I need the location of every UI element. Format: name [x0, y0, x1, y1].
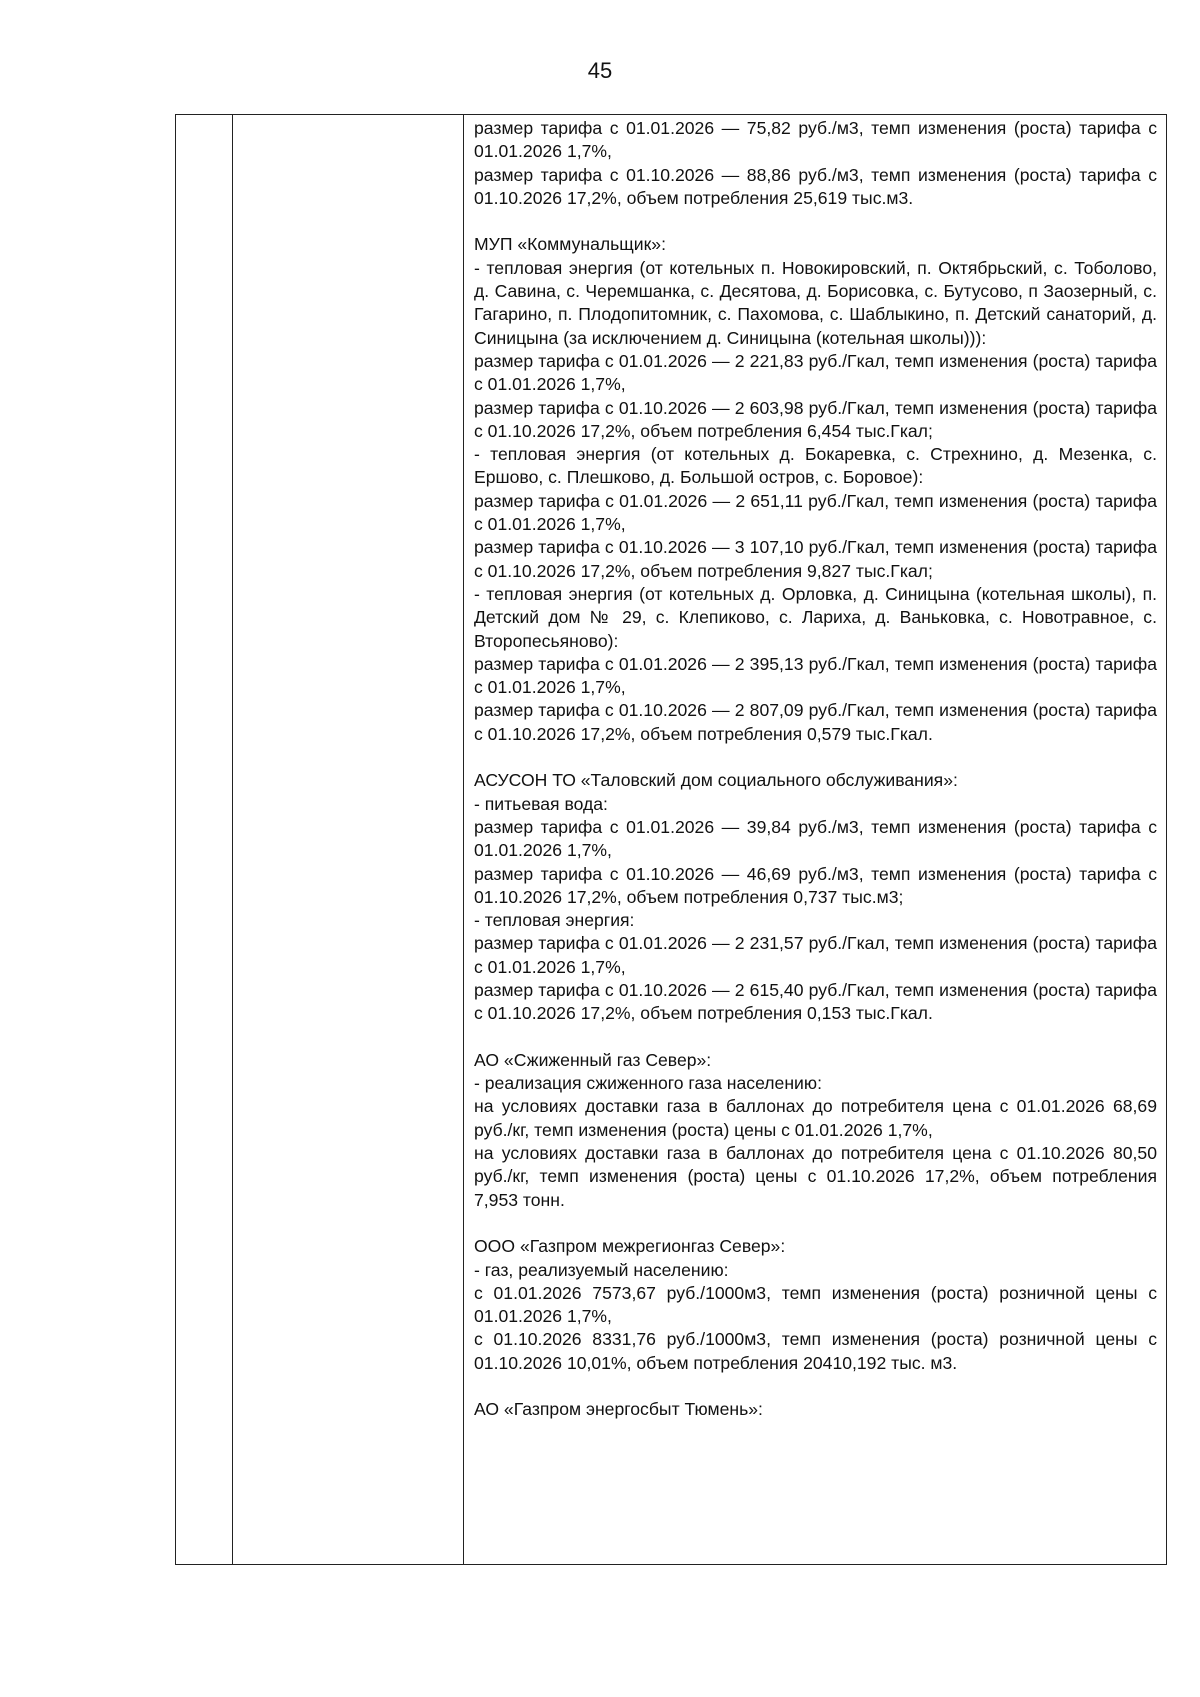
organization-heading: ООО «Газпром межрегионгаз Север»: [474, 1236, 786, 1257]
tariff-line: - питьевая вода: [474, 793, 608, 814]
tariff-block-gazprom-mezhregiongaz [474, 1235, 1157, 1375]
tariff-block-asuson [474, 769, 1157, 1025]
tariff-line: размер тарифа с 01.10.2026 — 88,86 руб./м3, темп изменения (роста) тарифа с 01.10.2026 17,2%, объем потребления 25,619 тыс.м3. [474, 164, 1157, 208]
column-divider-1 [232, 115, 233, 1564]
tariff-line: - тепловая энергия (от котельных д. Орловка, д. Синицына (котельная школы), п. Детский дом № 29, с. Клепиково, с. Лариха, д. Ваньковка, с. Новотравное, с. Второпесьяново): [474, 583, 1157, 651]
column-divider-2 [463, 115, 464, 1564]
tariff-line: - газ, реализуемый населению: [474, 1259, 729, 1280]
tariff-block-kommunalshchik [474, 233, 1157, 746]
tariff-line: размер тарифа с 01.10.2026 — 2 615,40 руб./Гкал, темп изменения (роста) тарифа с 01.10.2026 17,2%, объем потребления 0,153 тыс.Гкал. [474, 979, 1157, 1024]
tariff-block-liquefied-gas [474, 1049, 1157, 1212]
organization-heading: АО «Газпром энергосбыт Тюмень»: [474, 1399, 763, 1420]
tariff-block-gazprom-energosbyt [474, 1398, 1157, 1421]
tariff-line: размер тарифа с 01.01.2026 — 39,84 руб./м3, темп изменения (роста) тарифа с 01.01.2026 1,7%, [474, 816, 1157, 861]
organization-heading: МУП «Коммунальщик»: [474, 234, 666, 255]
tariff-line: размер тарифа с 01.10.2026 — 2 603,98 руб./Гкал, темп изменения (роста) тарифа с 01.10.2026 17,2%, объем потребления 6,454 тыс.Гкал; [474, 397, 1157, 441]
tariff-line: - тепловая энергия: [474, 910, 635, 931]
tariff-line: с 01.01.2026 7573,67 руб./1000м3, темп изменения (роста) розничной цены с 01.01.2026 1,7%, [474, 1282, 1157, 1327]
tariff-line: с 01.10.2026 8331,76 руб./1000м3, темп изменения (роста) розничной цены с 01.10.2026 10,01%, объем потребления 20410,192 тыс. м3. [474, 1329, 1157, 1373]
tariff-block-continuation [474, 117, 1157, 210]
tariff-line: - тепловая энергия (от котельных п. Новокировский, п. Октябрьский, с. Тоболово, д. Савина, с. Черемшанка, с. Десятова, д. Борисовка, с. Бутусово, п Заозерный, с. Гагарино, п. Плодопитомник, с. Пахомова, с. Шаблыкино, п. Детский санаторий, д. Синицына (за исключением д. Синицына (котельная школы))): [474, 257, 1157, 348]
tariff-line: размер тарифа с 01.10.2026 — 3 107,10 руб./Гкал, темп изменения (роста) тарифа с 01.10.2026 17,2%, объем потребления 9,827 тыс.Гкал; [474, 537, 1157, 581]
tariff-line: - реализация сжиженного газа населению: [474, 1073, 822, 1094]
tariff-line: размер тарифа с 01.10.2026 — 2 807,09 руб./Гкал, темп изменения (роста) тарифа с 01.10.2026 17,2%, объем потребления 0,579 тыс.Гкал. [474, 700, 1157, 744]
tariff-line: размер тарифа с 01.01.2026 — 75,82 руб./м3, темп изменения (роста) тарифа с 01.01.2026 1,7%, [474, 118, 1157, 162]
organization-heading: АО «Сжиженный газ Север»: [474, 1049, 712, 1070]
page-number: 45 [587, 58, 613, 83]
tariff-line: размер тарифа с 01.01.2026 — 2 651,11 руб./Гкал, темп изменения (роста) тарифа с 01.01.2026 1,7%, [474, 490, 1157, 535]
tariff-line: размер тарифа с 01.01.2026 — 2 395,13 руб./Гкал, темп изменения (роста) тарифа с 01.01.2026 1,7%, [474, 653, 1157, 698]
tariff-line: размер тарифа с 01.01.2026 — 2 231,57 руб./Гкал, темп изменения (роста) тарифа с 01.01.2026 1,7%, [474, 933, 1157, 977]
tariff-line: размер тарифа с 01.10.2026 — 46,69 руб./м3, темп изменения (роста) тарифа с 01.10.2026 17,2%, объем потребления 0,737 тыс.м3; [474, 863, 1157, 907]
tariff-line: на условиях доставки газа в баллонах до потребителя цена с 01.10.2026 80,50 руб./кг, темп изменения (роста) цены с 01.10.2026 17,2%, объем потребления 7,953 тонн. [474, 1143, 1157, 1210]
tariff-line: на условиях доставки газа в баллонах до потребителя цена с 01.01.2026 68,69 руб./кг, темп изменения (роста) цены с 01.01.2026 1,7%, [474, 1096, 1157, 1140]
organization-heading: АСУСОН ТО «Таловский дом социального обслуживания»: [474, 770, 958, 791]
tariff-line: - тепловая энергия (от котельных д. Бокаревка, с. Стрехнино, д. Мезенка, с. Ершово, с. Плешково, д. Большой остров, с. Боровое): [474, 444, 1157, 488]
tariff-line: размер тарифа с 01.01.2026 — 2 221,83 руб./Гкал, темп изменения (роста) тарифа с 01.01.2026 1,7%, [474, 350, 1157, 395]
tariff-table [175, 114, 1167, 1565]
tariff-cell [474, 117, 1157, 1422]
